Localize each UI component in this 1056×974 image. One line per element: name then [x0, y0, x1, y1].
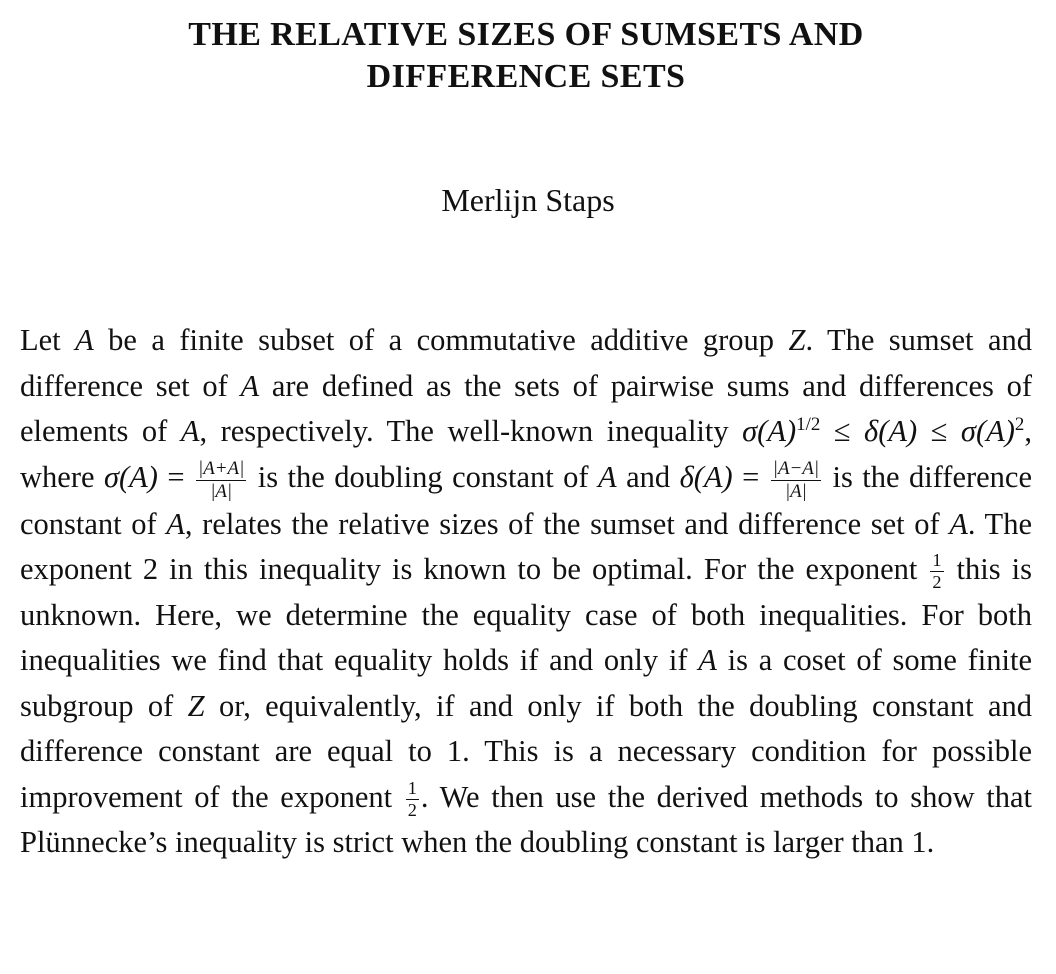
fraction-doubling-constant [196, 459, 246, 502]
fraction-denominator: 2 [407, 799, 417, 820]
fraction-difference-constant [771, 459, 821, 502]
fraction-one-half [930, 551, 943, 592]
fraction-numerator: 1 [406, 779, 419, 800]
abstract-text-segment: , respectively. The well-known inequality [199, 414, 743, 448]
fraction-numerator: |A−A| [772, 458, 820, 480]
abstract-text-segment: , relates the relative sizes of the sumset and difference set of [184, 506, 950, 541]
abstract-text-segment: . The sumset and difference set of [20, 323, 1032, 403]
fraction-denominator: 2 [932, 572, 942, 593]
fraction-numerator: |A+A| [198, 458, 245, 480]
math-sigma-A: σ(A) [103, 459, 158, 494]
math-variable-A: A [598, 459, 617, 494]
math-variable-A: A [240, 368, 260, 403]
math-sigma-A: σ(A) [742, 414, 797, 448]
title-line-2: DIFFERENCE SETS [366, 58, 686, 95]
math-equals-symbol: = [157, 459, 195, 494]
abstract-text-segment: is the doubling constant of [248, 459, 599, 494]
abstract-text-segment: and [616, 459, 680, 494]
math-variable-A: A [698, 643, 717, 678]
math-variable-A: A [180, 414, 200, 448]
math-delta-A: δ(A) [864, 414, 918, 448]
paper-title [20, 0, 1032, 98]
abstract-text-segment: is the difference constant of [20, 459, 1033, 541]
abstract-text-segment: or, equivalently, if and only if both the doubling constant and difference constant are equal to 1. This is a necessary condition for possible improvement of the exponent [20, 688, 1032, 814]
fraction-denominator: |A| [210, 480, 233, 502]
math-sigma-A: σ(A) [960, 414, 1015, 448]
abstract-text-segment: this is unknown. Here, we determine the equality case of both inequalities. For both inequalities we find that equality holds if and only if [20, 552, 1032, 678]
abstract-text-segment: Let [20, 323, 76, 357]
math-variable-A: A [75, 323, 94, 357]
abstract-text-segment: . The exponent 2 in this inequality is known to be optimal. For the exponent [20, 506, 1032, 587]
math-equals-symbol: = [732, 459, 769, 494]
math-variable-A: A [166, 506, 185, 541]
math-leq-symbol: ≤ [917, 414, 961, 448]
abstract-text-segment: be a finite subset of a commutative additive group [93, 323, 789, 357]
fraction-denominator: |A| [784, 480, 807, 502]
math-delta-A: δ(A) [679, 459, 733, 494]
author-name: Merlijn Staps [441, 182, 615, 218]
fraction-one-half [406, 779, 419, 820]
abstract-text-segment: is a coset of some finite subgroup of [20, 643, 1032, 723]
math-variable-Z: Z [187, 688, 205, 723]
abstract-text-segment: , where [20, 414, 1032, 494]
abstract-text [20, 318, 1032, 866]
abstract-text-segment: are defined as the sets of pairwise sums and differences of elements of [20, 368, 1032, 448]
math-exponent-half: 1/2 [796, 413, 821, 435]
abstract-text-segment: . We then use the derived methods to show that Plünnecke’s inequality is strict when the doubling constant is larger than 1. [20, 779, 1032, 860]
math-variable-Z: Z [788, 323, 806, 357]
math-exponent-two: 2 [1014, 413, 1025, 435]
math-leq-symbol: ≤ [820, 414, 865, 448]
fraction-numerator: 1 [930, 551, 943, 572]
title-line-1: THE RELATIVE SIZES OF SUMSETS AND [188, 16, 864, 53]
math-variable-A: A [949, 506, 968, 541]
